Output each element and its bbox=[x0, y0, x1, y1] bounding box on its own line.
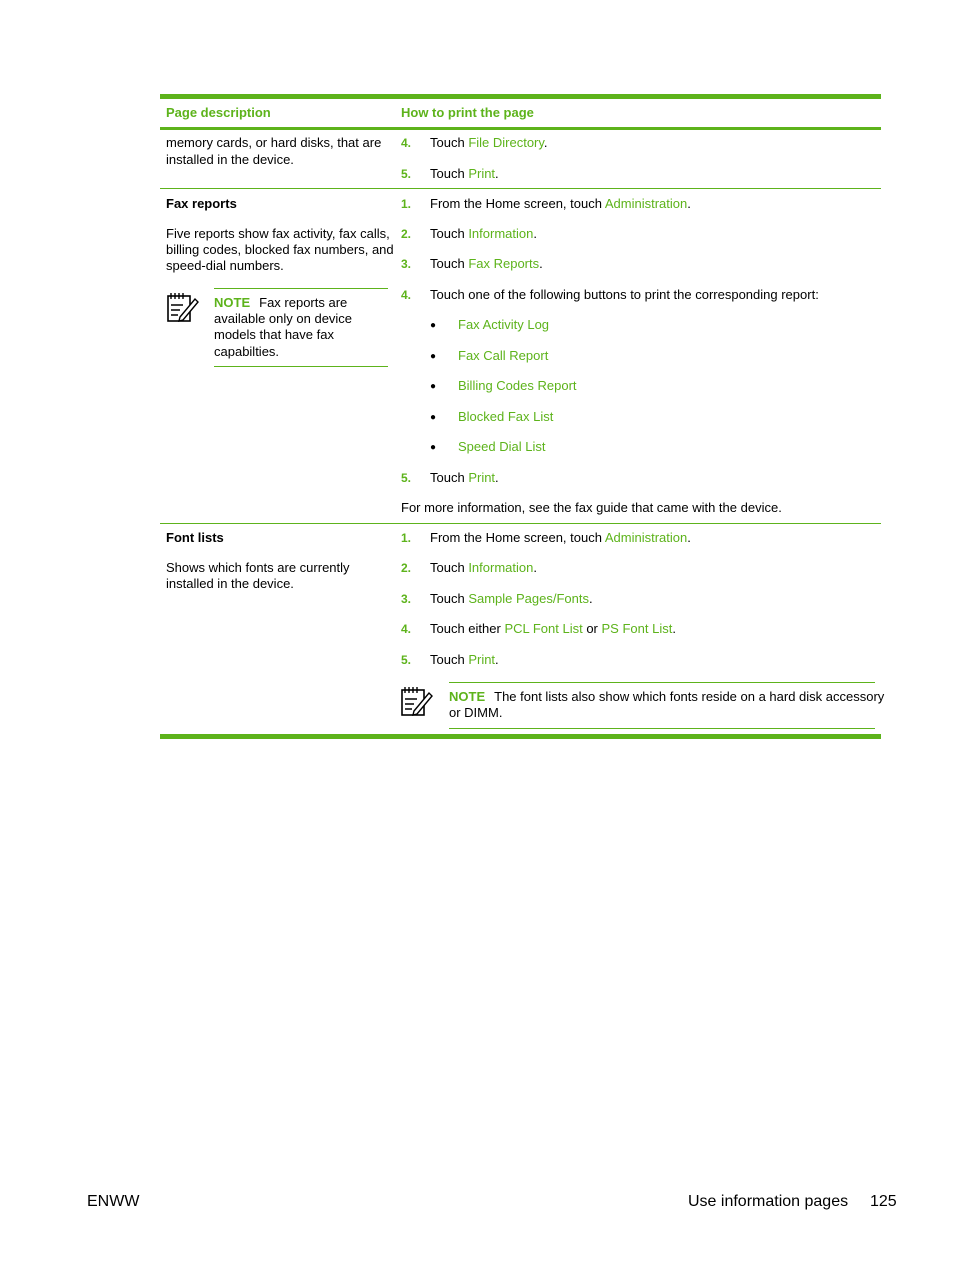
fonts-step5 bbox=[430, 652, 499, 667]
step-punct: . bbox=[495, 652, 499, 667]
fax-step3-number: 3. bbox=[401, 257, 412, 271]
step-text: From the Home screen, touch bbox=[430, 530, 605, 545]
header-rule bbox=[160, 127, 881, 130]
information-link[interactable]: Information bbox=[468, 226, 534, 241]
row1-step5-number: 5. bbox=[401, 167, 412, 181]
footer-section-title: Use information pages bbox=[688, 1193, 849, 1210]
row-divider bbox=[160, 523, 881, 524]
fax-desc-line2: billing codes, blocked fax numbers, and bbox=[166, 242, 394, 257]
fonts-step4-number: 4. bbox=[401, 622, 412, 636]
step-punct: . bbox=[589, 591, 593, 606]
step-text: Touch bbox=[430, 166, 469, 181]
fonts-step3 bbox=[430, 591, 593, 606]
step-text: Touch bbox=[430, 256, 469, 271]
step-punct: . bbox=[495, 470, 499, 485]
step-punct: . bbox=[533, 226, 537, 241]
blocked-fax-list-link[interactable]: Blocked Fax List bbox=[458, 409, 554, 424]
step-punct: . bbox=[543, 135, 548, 150]
fax-more-info: For more information, see the fax guide that came with the device. bbox=[401, 500, 782, 515]
print-link[interactable]: Print bbox=[468, 652, 496, 667]
fonts-step5-number: 5. bbox=[401, 653, 412, 667]
ps-font-list-link[interactable]: PS Font List bbox=[601, 621, 673, 636]
row1-step5 bbox=[430, 166, 499, 181]
fax-desc-line1: Five reports show fax activity, fax calls, bbox=[166, 226, 390, 241]
step-punct: . bbox=[533, 560, 537, 575]
step-text: Touch bbox=[430, 226, 469, 241]
fonts-step3-number: 3. bbox=[401, 592, 412, 606]
row1-step4-number: 4. bbox=[401, 136, 412, 150]
fax-reports-link[interactable]: Fax Reports bbox=[468, 256, 540, 271]
footer-enww: ENWW bbox=[87, 1193, 140, 1210]
header-page-description: Page description bbox=[166, 105, 271, 120]
bullet-icon: ● bbox=[430, 381, 437, 392]
fax-note-line2: available only on device bbox=[214, 311, 353, 326]
sample-pages-fonts-link[interactable]: Sample Pages/Fonts bbox=[468, 591, 589, 606]
fax-note-line4: capabilties. bbox=[214, 344, 280, 359]
step-text: From the Home screen, touch bbox=[430, 196, 605, 211]
row-divider bbox=[160, 188, 881, 189]
bullet-icon: ● bbox=[430, 412, 437, 423]
fonts-step1-number: 1. bbox=[401, 531, 412, 545]
fax-call-report-link[interactable]: Fax Call Report bbox=[458, 348, 549, 363]
fax-note-line1 bbox=[214, 295, 347, 311]
fonts-desc-line2: installed in the device. bbox=[166, 576, 294, 591]
note-pencil-icon bbox=[166, 291, 200, 330]
bullet-icon: ● bbox=[430, 351, 437, 362]
step-punct: . bbox=[687, 196, 691, 211]
fonts-step2-number: 2. bbox=[401, 561, 412, 575]
speed-dial-list-link[interactable]: Speed Dial List bbox=[458, 439, 546, 454]
fax-step1 bbox=[430, 196, 691, 211]
fonts-desc-line1: Shows which fonts are currently bbox=[166, 560, 350, 575]
table-bottom-rule bbox=[160, 734, 881, 739]
step-text: Touch bbox=[430, 470, 469, 485]
fax-step5-number: 5. bbox=[401, 471, 412, 485]
print-link[interactable]: Print bbox=[468, 470, 496, 485]
fax-step1-number: 1. bbox=[401, 197, 412, 211]
step-punct: . bbox=[672, 621, 676, 636]
print-link[interactable]: Print bbox=[468, 166, 496, 181]
fax-step3 bbox=[430, 256, 543, 271]
administration-link[interactable]: Administration bbox=[604, 196, 688, 211]
fax-reports-title: Fax reports bbox=[166, 196, 237, 211]
fax-step2-number: 2. bbox=[401, 227, 412, 241]
header-how-to-print: How to print the page bbox=[401, 105, 534, 120]
step-punct: . bbox=[539, 256, 543, 271]
fax-step5 bbox=[430, 470, 499, 485]
fonts-step2 bbox=[430, 560, 537, 575]
fonts-step1 bbox=[430, 530, 691, 545]
step-punct: . bbox=[687, 530, 691, 545]
table-top-rule bbox=[160, 94, 881, 99]
note-label: NOTE bbox=[214, 295, 251, 310]
row1-step4 bbox=[430, 135, 548, 150]
fonts-step4 bbox=[430, 621, 676, 636]
fonts-note-bottom-rule bbox=[449, 728, 875, 729]
step-text: Touch either bbox=[430, 621, 505, 636]
fax-desc-line3: speed-dial numbers. bbox=[166, 258, 284, 273]
fax-note-top-rule bbox=[214, 288, 388, 289]
row1-desc-line2: installed in the device. bbox=[166, 152, 294, 167]
font-lists-title: Font lists bbox=[166, 530, 224, 545]
step-punct: . bbox=[495, 166, 499, 181]
note-pencil-icon bbox=[400, 685, 434, 724]
step-text: Touch bbox=[430, 652, 469, 667]
fax-step2 bbox=[430, 226, 537, 241]
fonts-note-top-rule bbox=[449, 682, 875, 683]
step-text: Touch bbox=[430, 560, 469, 575]
step-text: Touch bbox=[430, 591, 469, 606]
step-text: Touch bbox=[430, 135, 469, 150]
information-link[interactable]: Information bbox=[468, 560, 534, 575]
note-label: NOTE bbox=[449, 689, 486, 704]
administration-link[interactable]: Administration bbox=[604, 530, 688, 545]
fax-step4: Touch one of the following buttons to print the corresponding report: bbox=[430, 287, 819, 302]
page-number: 125 bbox=[870, 1193, 897, 1210]
step-text: or bbox=[582, 621, 602, 636]
note-text: Fax reports are bbox=[259, 295, 348, 310]
bullet-icon: ● bbox=[430, 320, 437, 331]
fonts-note-line1 bbox=[449, 689, 884, 705]
fax-step4-number: 4. bbox=[401, 288, 412, 302]
fonts-note-line2: or DIMM. bbox=[449, 705, 503, 720]
fax-note-line3: models that have fax bbox=[214, 327, 334, 342]
bullet-icon: ● bbox=[430, 442, 437, 453]
billing-codes-report-link[interactable]: Billing Codes Report bbox=[458, 378, 577, 393]
fax-activity-log-link[interactable]: Fax Activity Log bbox=[458, 317, 550, 332]
file-directory-link[interactable]: File Directory bbox=[468, 135, 544, 150]
note-text: The font lists also show which fonts reside on a hard disk accessory bbox=[494, 689, 885, 704]
fax-note-bottom-rule bbox=[214, 366, 388, 367]
pcl-font-list-link[interactable]: PCL Font List bbox=[504, 621, 583, 636]
row1-desc-line1: memory cards, or hard disks, that are bbox=[166, 135, 382, 150]
